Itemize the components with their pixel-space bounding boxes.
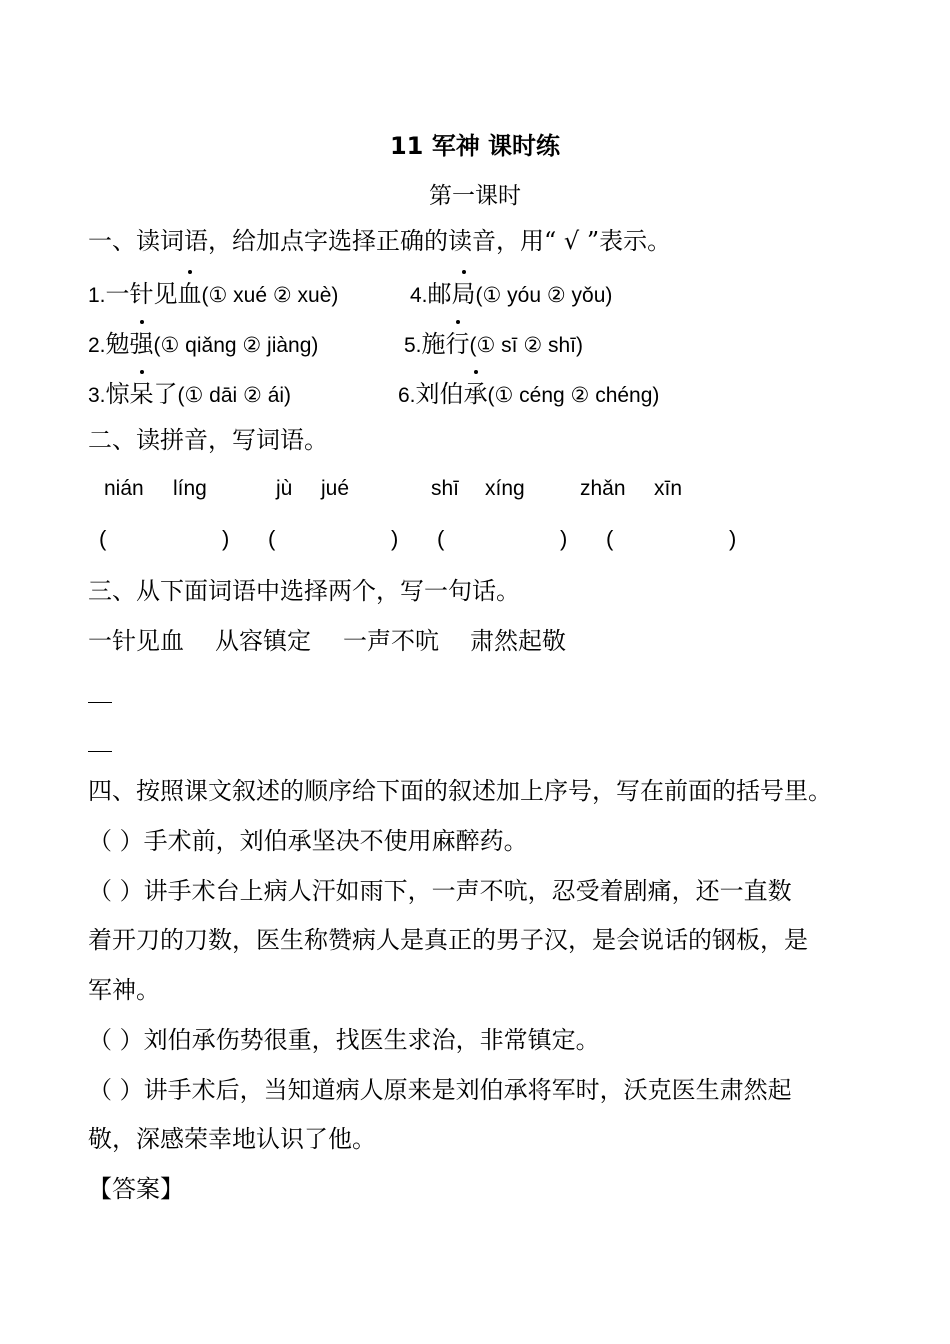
s1-item-6: 6.刘伯承(① céng ② chéng) xyxy=(398,380,660,408)
dotted-char: 承 xyxy=(463,380,488,408)
s4-item-4: （ ）讲手术后，当知道病人原来是刘伯承将军时，沃克医生肃然起 xyxy=(88,1076,792,1104)
answer-line-1 xyxy=(88,702,112,703)
answer-box-2-open: ( xyxy=(268,526,276,551)
pinyin-4b: xīn xyxy=(654,477,683,500)
pinyin-3b: xíng xyxy=(485,477,525,500)
word-4: 肃然起敬 xyxy=(470,627,566,655)
s1-item-5: 5.施行(① sī ② shī) xyxy=(404,330,584,358)
s1-item-1: 1.一针见血(① xué ② xuè) xyxy=(88,280,339,308)
section1-heading: 一、读词语，给加点字选择正确的读音，用“ √ ”表示。 xyxy=(88,227,672,255)
answer-label: 【答案】 xyxy=(88,1175,184,1203)
order-bracket: （ ） xyxy=(88,877,144,905)
s4-item-2-line2: 着开刀的刀数，医生称赞病人是真正的男子汉，是会说话的钢板，是 xyxy=(88,926,808,954)
answer-box-1-close: ) xyxy=(222,526,230,551)
pinyin-4a: zhǎn xyxy=(580,477,626,500)
word-3: 一声不吭 xyxy=(343,627,439,655)
order-bracket: （ ） xyxy=(88,827,144,855)
dotted-char: 局 xyxy=(451,280,476,308)
order-bracket: （ ） xyxy=(88,1026,144,1054)
dotted-char: 行 xyxy=(445,330,470,358)
answer-box-1-open: ( xyxy=(99,526,107,551)
dotted-char: 呆 xyxy=(129,380,154,408)
s4-item-2-line3: 军神。 xyxy=(88,976,160,1004)
section4-heading: 四、按照课文叙述的顺序给下面的叙述加上序号，写在前面的括号里。 xyxy=(88,777,832,805)
word-1: 一针见血 xyxy=(88,627,184,655)
s4-item-2: （ ）讲手术台上病人汗如雨下，一声不吭，忍受着剧痛，还一直数 xyxy=(88,877,792,905)
s4-item-3: （ ）刘伯承伤势很重，找医生求治，非常镇定。 xyxy=(88,1026,600,1054)
word-2: 从容镇定 xyxy=(215,627,311,655)
page-title: 11 军神 课时练 xyxy=(389,132,561,160)
order-bracket: （ ） xyxy=(88,1076,144,1104)
answer-box-2-close: ) xyxy=(391,526,399,551)
s1-item-3: 3.惊呆了(① dāi ② ái) xyxy=(88,380,292,408)
pinyin-2a: jù xyxy=(276,477,293,500)
answer-box-3-close: ) xyxy=(560,526,568,551)
dotted-char: 血 xyxy=(177,280,202,308)
dotted-char: 强 xyxy=(129,330,154,358)
answer-box-4-close: ) xyxy=(729,526,737,551)
pinyin-3a: shī xyxy=(431,477,460,500)
section2-heading: 二、读拼音，写词语。 xyxy=(88,426,328,454)
s1-item-2: 2.勉强(① qiǎng ② jiàng) xyxy=(88,330,319,358)
answer-box-4-open: ( xyxy=(606,526,614,551)
answer-line-2 xyxy=(88,751,112,752)
page-subtitle: 第一课时 xyxy=(429,183,521,209)
section3-heading: 三、从下面词语中选择两个，写一句话。 xyxy=(88,577,520,605)
pinyin-1a: nián xyxy=(104,477,144,500)
s4-item-1: （ ）手术前，刘伯承坚决不使用麻醉药。 xyxy=(88,827,528,855)
pinyin-2b: jué xyxy=(321,477,350,500)
pinyin-1b: líng xyxy=(173,477,207,500)
answer-box-3-open: ( xyxy=(437,526,445,551)
s4-item-4-line2: 敬，深感荣幸地认识了他。 xyxy=(88,1125,376,1153)
s1-item-4: 4.邮局(① yóu ② yǒu) xyxy=(410,280,613,308)
